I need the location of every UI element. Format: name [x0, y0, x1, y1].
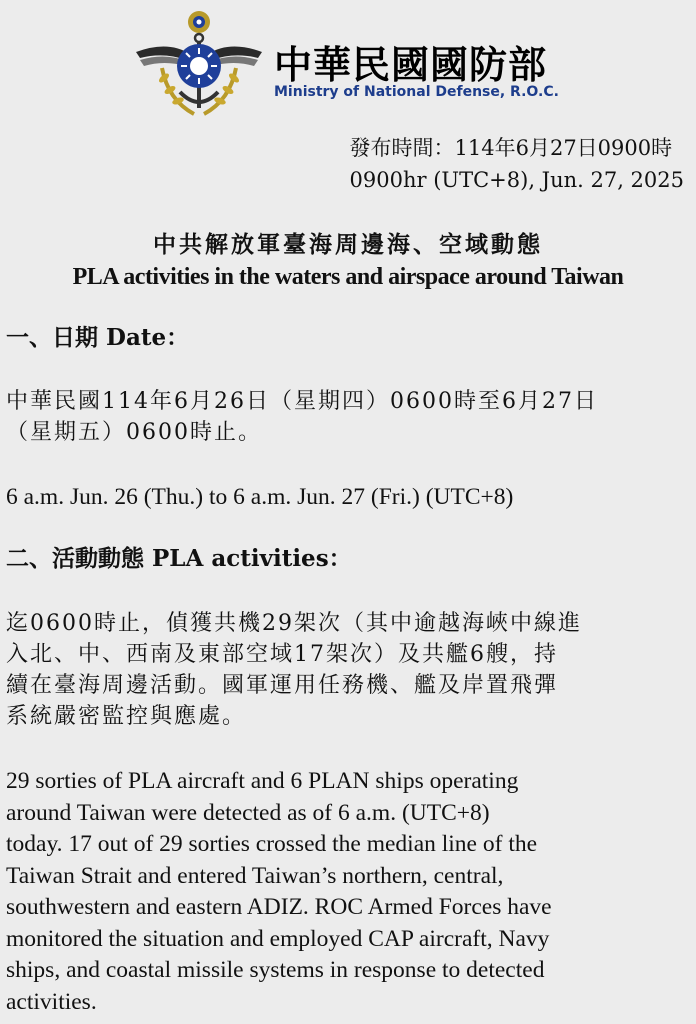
activities-zh-line: 入北、中、西南及東部空域17架次）及共艦6艘，持	[6, 642, 558, 667]
section-date-en	[6, 482, 690, 513]
release-time-zh: 發布時間：114年6月27日0900時	[349, 136, 673, 160]
activities-en-line: today. 17 out of 29 sorties crossed the median line of the	[6, 831, 538, 857]
document-title	[0, 228, 696, 292]
org-name-en: Ministry of National Defense, R.O.C.	[274, 84, 559, 100]
activities-en-line: southwestern and eastern ADIZ. ROC Armed Forces have	[6, 894, 552, 920]
section-date-zh	[6, 386, 690, 448]
activities-en-line: activities.	[6, 988, 97, 1015]
date-zh-line: 中華民國114年6月26日（星期四）0600時至6月27日	[6, 389, 598, 414]
release-time	[350, 132, 684, 196]
activities-zh-line: 系統嚴密監控與應處。	[6, 704, 247, 729]
date-zh-line: （星期五）0600時止。	[6, 420, 262, 445]
title-en: PLA activities in the waters and airspace around Taiwan	[72, 264, 624, 290]
letterhead	[128, 8, 648, 120]
activities-en-paragraph	[6, 766, 690, 1018]
activities-en-line: monitored the situation and employed CAP aircraft, Navy	[6, 925, 550, 952]
section-date	[6, 322, 690, 354]
section-activities	[6, 543, 690, 575]
title-zh: 中共解放軍臺海周邊海、空域動態	[153, 231, 543, 258]
activities-zh-paragraph	[6, 608, 690, 732]
activities-en-line: 29 sorties of PLA aircraft and 6 PLAN ships operating	[6, 768, 519, 794]
section-activities-heading: 二、活動動態 PLA activities：	[6, 545, 352, 572]
release-time-en: 0900hr (UTC+8), Jun. 27, 2025	[349, 168, 684, 192]
org-name-zh: 中華民國國防部	[274, 43, 548, 87]
activities-en-line: around Taiwan were detected as of 6 a.m. (UTC+8)	[6, 799, 490, 826]
ministry-emblem-icon	[128, 8, 270, 120]
date-en: 6 a.m. Jun. 26 (Thu.) to 6 a.m. Jun. 27 (Fri.) (UTC+8)	[6, 484, 514, 510]
activities-zh-line: 迄0600時止，偵獲共機29架次（其中逾越海峽中線進	[6, 611, 582, 636]
activities-en-line: Taiwan Strait and entered Taiwan’s northern, central,	[6, 862, 504, 889]
activities-zh-line: 續在臺海周邊活動。國軍運用任務機、艦及岸置飛彈	[6, 673, 559, 698]
section-date-heading: 一、日期 Date：	[6, 324, 190, 351]
activities-en-line: ships, and coastal missile systems in response to detected	[6, 957, 545, 983]
